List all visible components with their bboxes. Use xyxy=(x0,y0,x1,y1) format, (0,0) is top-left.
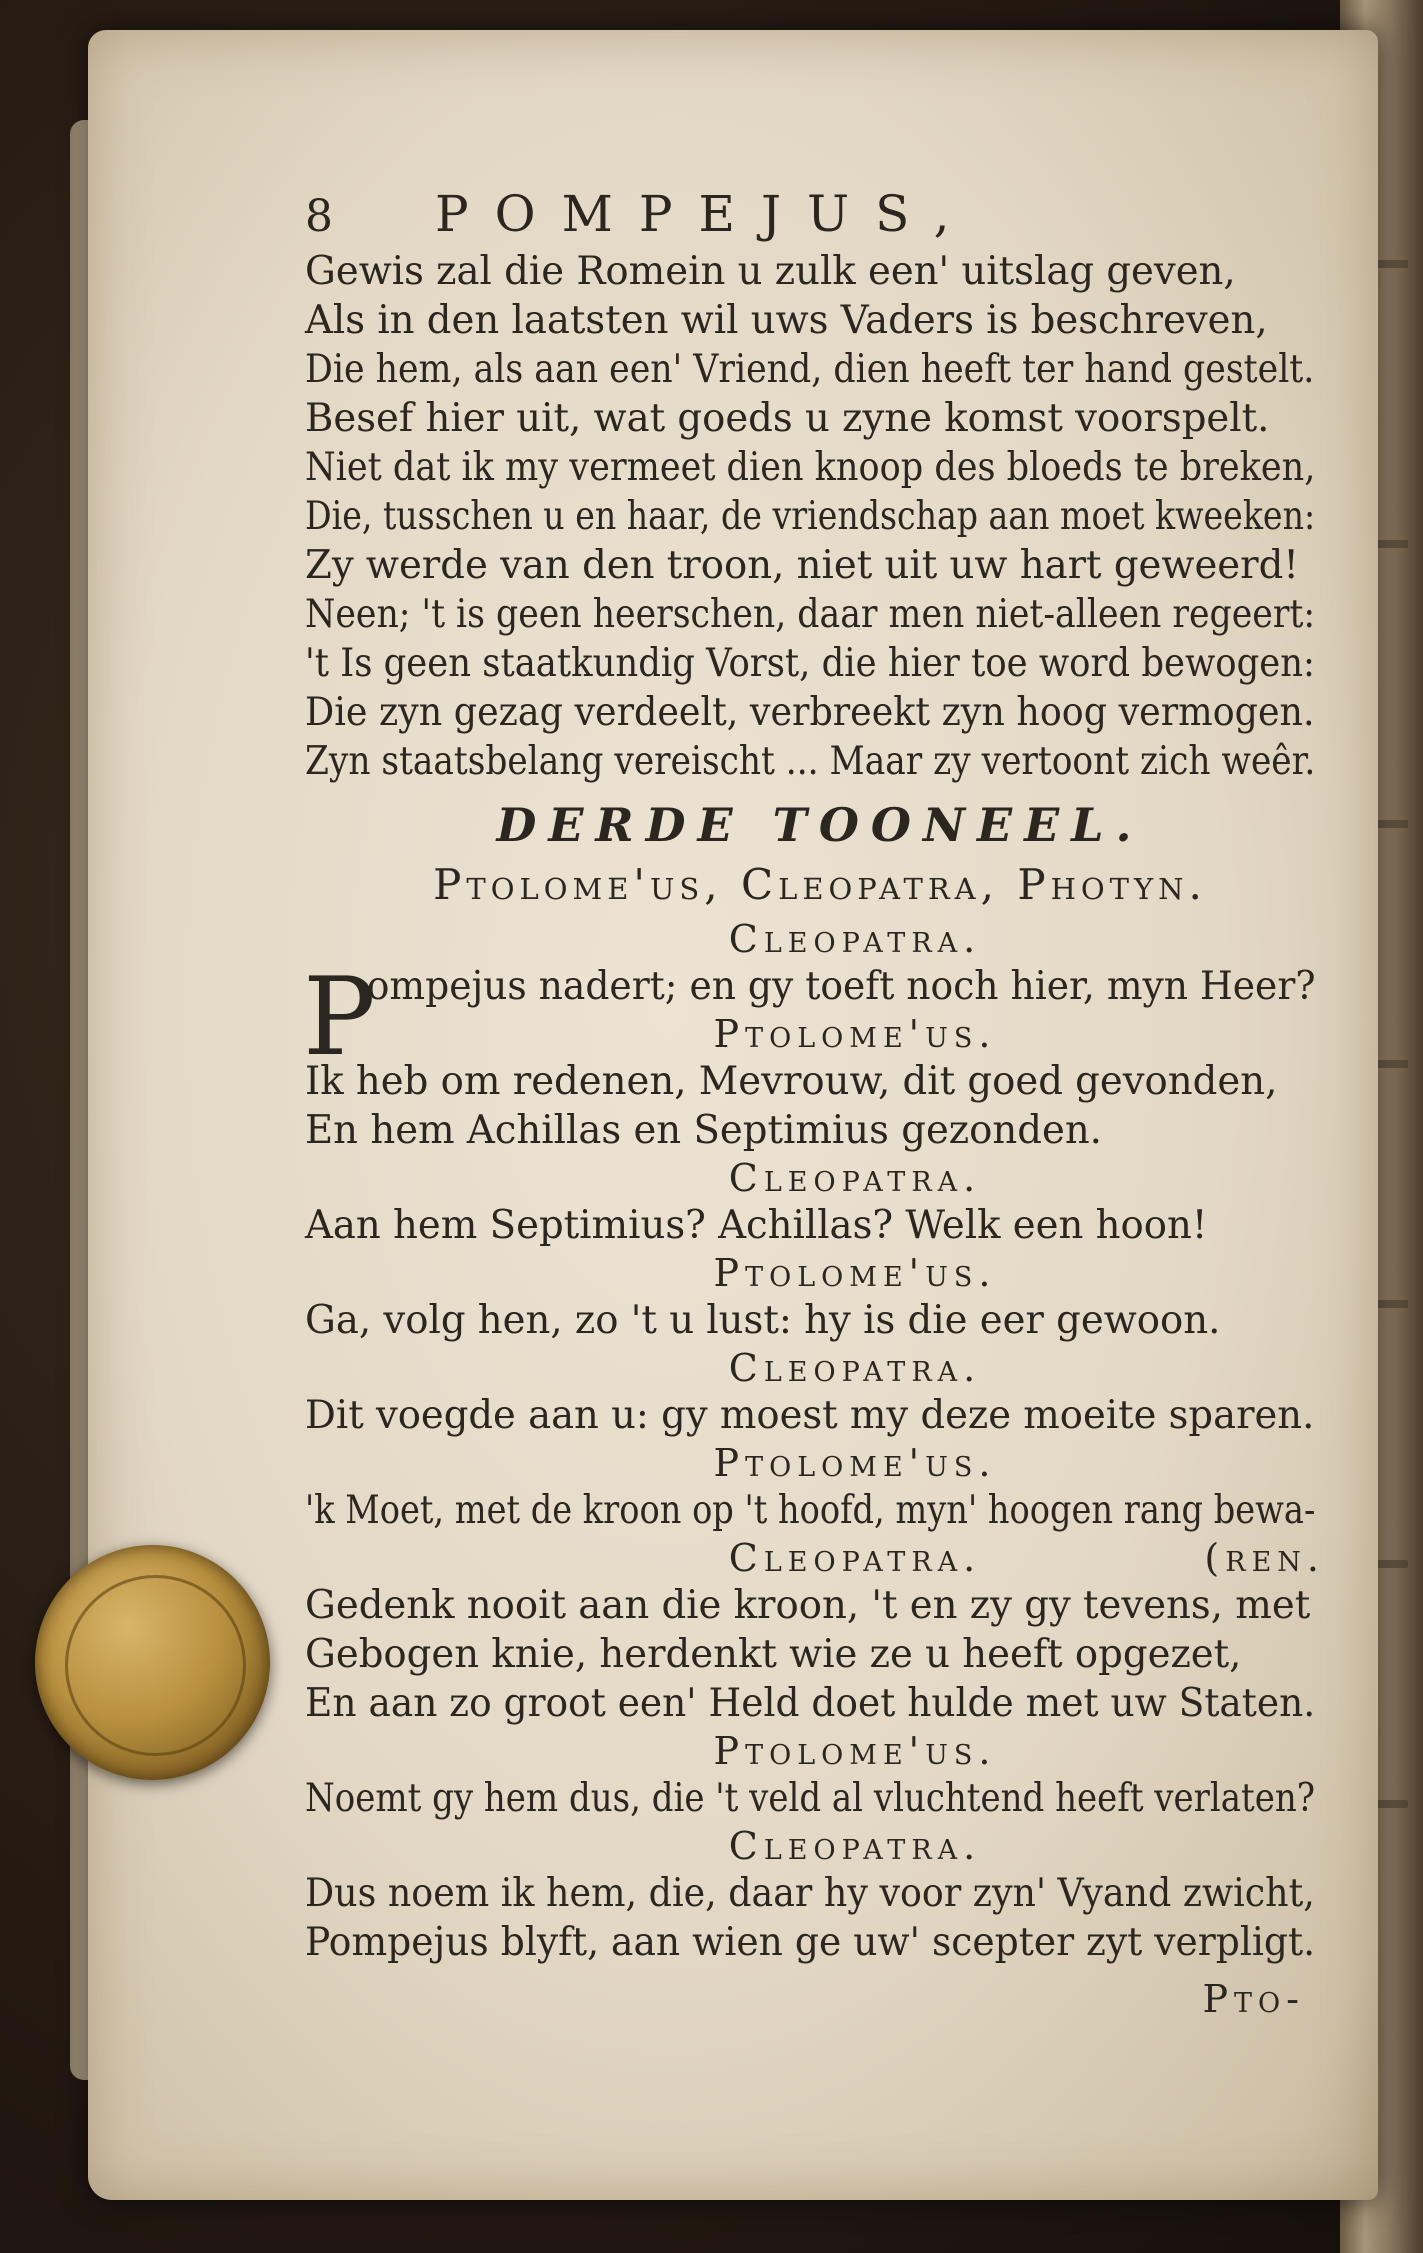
speaker-name: Ptolome'us. xyxy=(713,1251,997,1295)
speaker-name: Cleopatra. xyxy=(728,1536,982,1580)
verse-line: Aan hem Septimius? Achillas? Welk een hoon! xyxy=(305,1203,1208,1248)
speaker-name: Cleopatra. xyxy=(728,1824,982,1868)
verse-block xyxy=(305,247,1325,786)
coin xyxy=(35,1545,270,1780)
verse-line: Dus noem ik hem, die, daar hy voor zyn' Vyand zwicht, xyxy=(305,1871,1315,1916)
verse-line: Die hem, als aan een' Vriend, dien heeft ter hand gestelt. xyxy=(305,347,1315,392)
verse-line: Gewis zal die Romein u zulk een' uitslag geven, xyxy=(305,249,1236,294)
verse-line: Pompejus blyft, aan wien ge uw' scepter zyt verpligt. xyxy=(305,1920,1316,1965)
verse-line: En hem Achillas en Septimius gezonden. xyxy=(305,1108,1102,1153)
verse-line: Dit voegde aan u: gy moest my deze moeite sparen. xyxy=(305,1393,1315,1438)
speaker-line-with-turnover xyxy=(305,1535,1325,1581)
speaker-name: Cleopatra. xyxy=(728,1346,982,1390)
verse-line: Neen; 't is geen heerschen, daar men niet-alleen regeert: xyxy=(305,592,1316,637)
verse-line: ompejus nadert; en gy toeft noch hier, myn Heer? xyxy=(366,964,1316,1009)
scene-title: DERDE TOONEEL. xyxy=(496,798,1144,852)
page-number: 8 xyxy=(305,191,333,242)
verse-line: Gebogen knie, herdenkt wie ze u heeft opgezet, xyxy=(305,1632,1242,1677)
page-text xyxy=(305,185,1325,2021)
verse-line: Die zyn gezag verdeelt, verbreekt zyn hoog vermogen. xyxy=(305,690,1315,735)
drop-cap: P xyxy=(303,955,376,1080)
verse-line: Besef hier uit, wat goeds u zyne komst voorspelt. xyxy=(305,396,1270,441)
verse-line: Niet dat ik my vermeet dien knoop des bloeds te breken, xyxy=(305,445,1316,490)
verse-line: Gedenk nooit aan die kroon, 't en zy gy tevens, met xyxy=(305,1583,1311,1628)
verse-line: Die, tusschen u en haar, de vriendschap aan moet kweeken: xyxy=(305,494,1316,539)
catchword: Pto- xyxy=(1202,1977,1305,2021)
speaker-name: Cleopatra. xyxy=(728,917,982,961)
verse-line: En aan zo groot een' Held doet hulde met uw Staten. xyxy=(305,1681,1316,1726)
verse-line: Zyn staatsbelang vereischt ... Maar zy vertoont zich weêr. xyxy=(305,739,1316,784)
page-header xyxy=(305,185,1325,247)
speaker-name: Ptolome'us. xyxy=(713,1441,997,1485)
coin-rim xyxy=(65,1575,246,1756)
verse-line: 'k Moet, met de kroon op 't hoofd, myn' hoogen rang bewa- xyxy=(305,1488,1316,1533)
running-title: POMPEJUS, xyxy=(435,185,976,243)
cast-list: Ptolome'us, Cleopatra, Photyn. xyxy=(433,860,1207,909)
verse-line: Noemt gy hem dus, die 't veld al vluchtend heeft verlaten? xyxy=(305,1776,1315,1821)
verse-line: Zy werde van den troon, niet uit uw hart geweerd! xyxy=(305,543,1299,588)
verse-line: Als in den laatsten wil uws Vaders is beschreven, xyxy=(305,298,1268,343)
verse-line: Ik heb om redenen, Mevrouw, dit goed gevonden, xyxy=(305,1059,1278,1104)
speaker-name: Cleopatra. xyxy=(728,1156,982,1200)
speaker-name: Ptolome'us. xyxy=(713,1729,997,1773)
speaker-name: Ptolome'us. xyxy=(713,1012,997,1056)
verse-line: Ga, volg hen, zo 't u lust: hy is die eer gewoon. xyxy=(305,1298,1221,1343)
turnover-syllable: (ren. xyxy=(1204,1536,1325,1580)
verse-line: 't Is geen staatkundig Vorst, die hier toe word bewogen: xyxy=(305,641,1315,686)
